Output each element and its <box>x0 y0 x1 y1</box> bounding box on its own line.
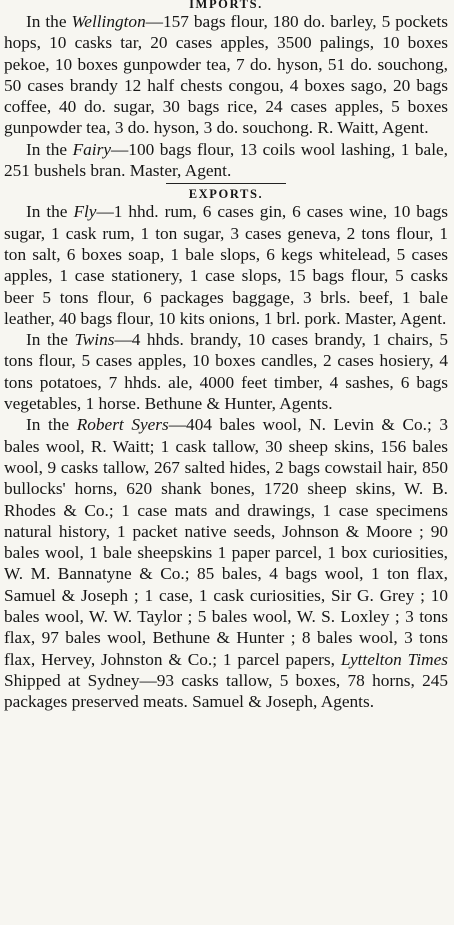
entry-prefix: In the <box>26 202 74 222</box>
entry-prefix: In the <box>26 415 77 435</box>
cargo-text: —404 bales wool, N. Levin & Co.; 3 bales wool, R. Waitt; 1 cask tallow, 30 sheep skins, 156 bales wool, 9 casks tallow, 267 salted hides, 2 bags cowstail hair, 850 bullocks' horns, 620 shank bones, 1720 sheep skins, W. B. Rhodes & Co.; 1 case mats and drawings, 1 case specimens natural history, 1 packet native seeds, Johnson & Moore ; 90 bales wool, 1 bale sheepskins 1 paper parcel, 1 box curiosities, W. M. Bannatyne & Co.; 85 bales, 4 bags wool, 1 ton flax, Samuel & Joseph ; 1 case, 1 cask curiosities, Sir G. Grey ; 10 bales wool, W. W. Taylor ; 5 bales wool, W. S. Loxley ; 3 tons flax, 97 bales wool, Bethune & Hunter ; 8 bales wool, 3 tons flax, Hervey, Johnston & Co.; 1 parcel papers, <box>4 415 448 669</box>
newspaper-title: Lyttelton Times <box>340 649 448 669</box>
export-entry-fly <box>4 201 448 329</box>
import-entry-wellington <box>4 11 448 139</box>
ship-name: Fly <box>73 202 97 222</box>
ship-name: Robert Syers <box>76 415 169 435</box>
export-entry-robert-syers <box>4 414 448 712</box>
imports-heading: IMPORTS. <box>189 0 263 11</box>
entry-prefix: In the <box>26 12 72 31</box>
cargo-text: —157 bags flour, 180 do. barley, 5 pockets hops, 10 casks tar, 20 cases apples, 3500 palings, 10 boxes pekoe, 10 boxes gunpowder tea, 7 do. hyson, 51 do. souchong, 50 cases brandy 12 half chests congou, 4 boxes sago, 20 bags coffee, 40 do. sugar, 30 bags rice, 24 cases apples, 5 boxes gunpowder tea, 3 do. hyson, 3 do. souchong. R. Waitt, Agent. <box>4 12 448 138</box>
ship-name: Wellington <box>71 12 146 31</box>
entry-prefix: In the <box>26 330 75 350</box>
exports-heading: EXPORTS. <box>188 187 264 202</box>
cargo-text: —100 bags flour, 13 coils wool lashing, 1 bale, 251 bushels bran. Master, Agent. <box>4 139 448 181</box>
ship-name: Fairy <box>72 139 112 159</box>
import-entry-fairy <box>4 139 448 182</box>
cargo-text: —4 hhds. brandy, 10 cases brandy, 1 chairs, 5 tons flour, 5 cases apples, 10 boxes candles, 2 cases hosiery, 4 tons potatoes, 7 hhds. ale, 4000 feet timber, 4 sashes, 6 bags vegetables, 1 horse. Bethune & Hunter, Agents. <box>4 330 448 414</box>
entry-prefix: In the <box>26 139 73 159</box>
cargo-text-continued: Shipped at Sydney—93 casks tallow, 5 boxes, 78 horns, 245 packages preserved meats. Samuel & Joseph, Agents. <box>4 670 448 712</box>
export-entry-twins <box>4 329 448 414</box>
section-divider <box>166 183 286 184</box>
ship-name: Twins <box>74 330 115 350</box>
cargo-text: —1 hhd. rum, 6 cases gin, 6 cases wine, 10 bags sugar, 1 cask rum, 1 ton sugar, 3 cases geneva, 2 tons flour, 1 ton salt, 6 boxes soap, 1 bale slops, 6 kegs whitelead, 5 cases apples, 1 case stationery, 1 case slops, 15 bags flour, 5 casks beer 5 tons flour, 6 packages baggage, 3 brls. beef, 1 bale leather, 40 bags flour, 10 kits onions, 1 brl. pork. Master, Agent. <box>4 202 448 328</box>
